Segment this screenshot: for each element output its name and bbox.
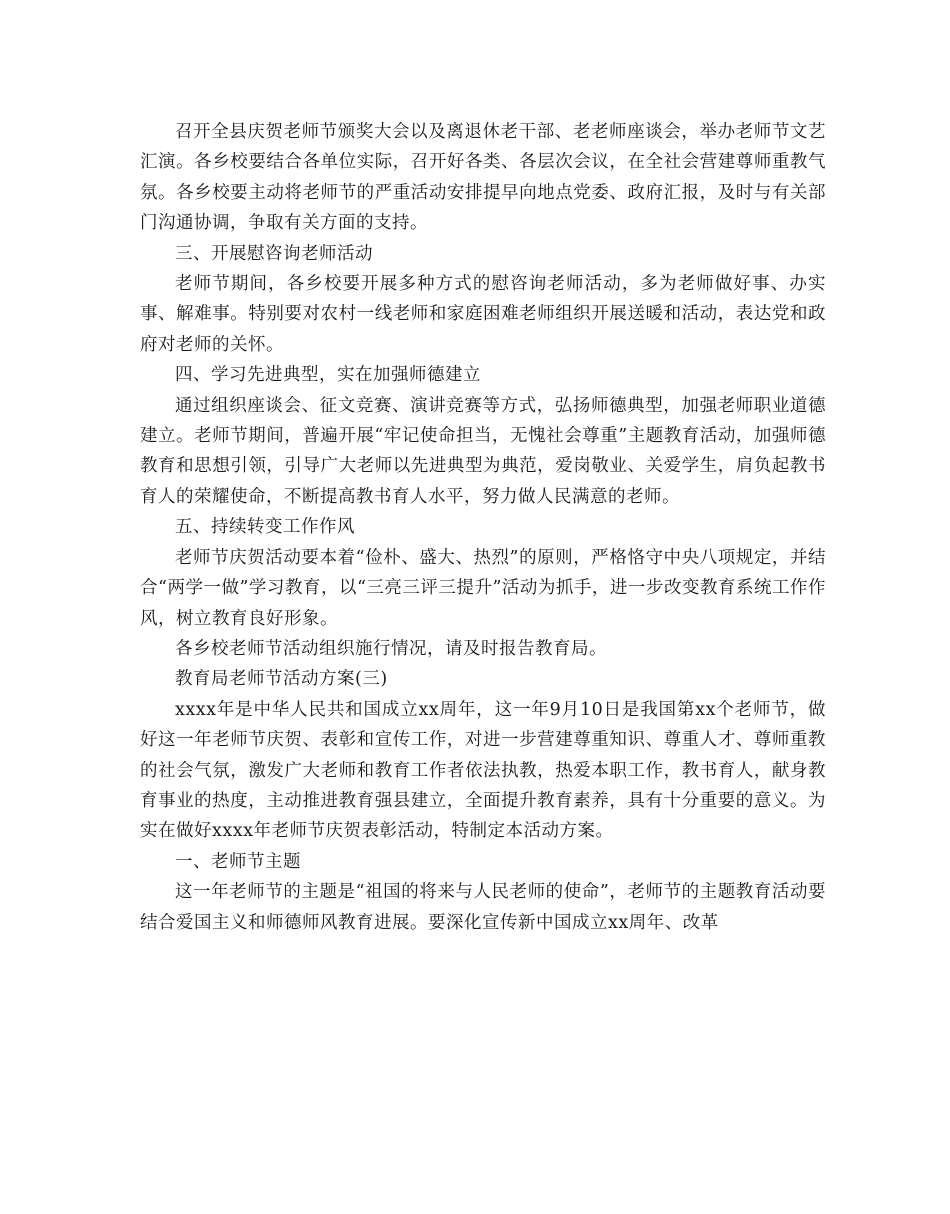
section-heading-3: 三、开展慰咨询老师活动 <box>175 243 373 264</box>
document-body <box>140 117 826 938</box>
plan-title: 教育局老师节活动方案(三) <box>175 669 388 690</box>
paragraph-plan-intro: xxxx年是中华人民共和国成立xx周年，这一年9月10日是我国第xx个老师节，做好这一年老师节庆贺、表彰和宣传工作，对进一步营建尊重知识、尊重人才、尊师重教的社会气氛，激发广大老师和教育工作者依法执教，热爱本职工作，教书育人，献身教育事业的热度，主动推进教育强县建立，全面提升教育素养，具有十分重要的意义。为实在做好xxxx年老师节庆贺表彰活动，特制定本活动方案。 <box>140 699 826 842</box>
paragraph-closing-note: 各乡校老师节活动组织施行情况，请及时报告教育局。 <box>175 638 607 659</box>
section-heading-5: 五、持续转变工作作风 <box>175 517 355 538</box>
paragraph-section-3: 老师节期间，各乡校要开展多种方式的慰咨询老师活动，多为老师做好事、办实事、解难事。特别要对农村一线老师和家庭困难老师组织开展送暖和活动，表达党和政府对老师的关怀。 <box>140 274 826 355</box>
paragraph-opening: 召开全县庆贺老师节颁奖大会以及离退休老干部、老老师座谈会，举办老师节文艺汇演。各乡校要结合各单位实际，召开好各类、各层次会议，在全社会营建尊师重教气氛。各乡校要主动将老师节的严重活动安排提早向地点党委、政府汇报，及时与有关部门沟通协调，争取有关方面的支持。 <box>140 122 826 234</box>
section-heading-4: 四、学习先进典型，实在加强师德建立 <box>175 365 481 386</box>
paragraph-section-1: 这一年老师节的主题是“祖国的将来与人民老师的使命”，老师节的主题教育活动要结合爱国主义和师德师风教育进展。要深化宣传新中国成立xx周年、改革 <box>140 882 826 933</box>
paragraph-section-4: 通过组织座谈会、征文竞赛、演讲竞赛等方式，弘扬师德典型，加强老师职业道德建立。老师节期间，普遍开展“牢记使命担当，无愧社会尊重”主题教育活动，加强师德教育和思想引领，引导广大老师以先进典型为典范，爱岗敬业、关爱学生，肩负起教书育人的荣耀使命，不断提高教书育人水平，努力做人民满意的老师。 <box>140 395 826 507</box>
section-heading-1: 一、老师节主题 <box>175 851 301 872</box>
paragraph-section-5: 老师节庆贺活动要本着“俭朴、盛大、热烈”的原则，严格恪守中央八项规定，并结合“两学一做”学习教育，以“三亮三评三提升”活动为抓手，进一步改变教育系统工作作风，树立教育良好形象。 <box>140 547 826 629</box>
